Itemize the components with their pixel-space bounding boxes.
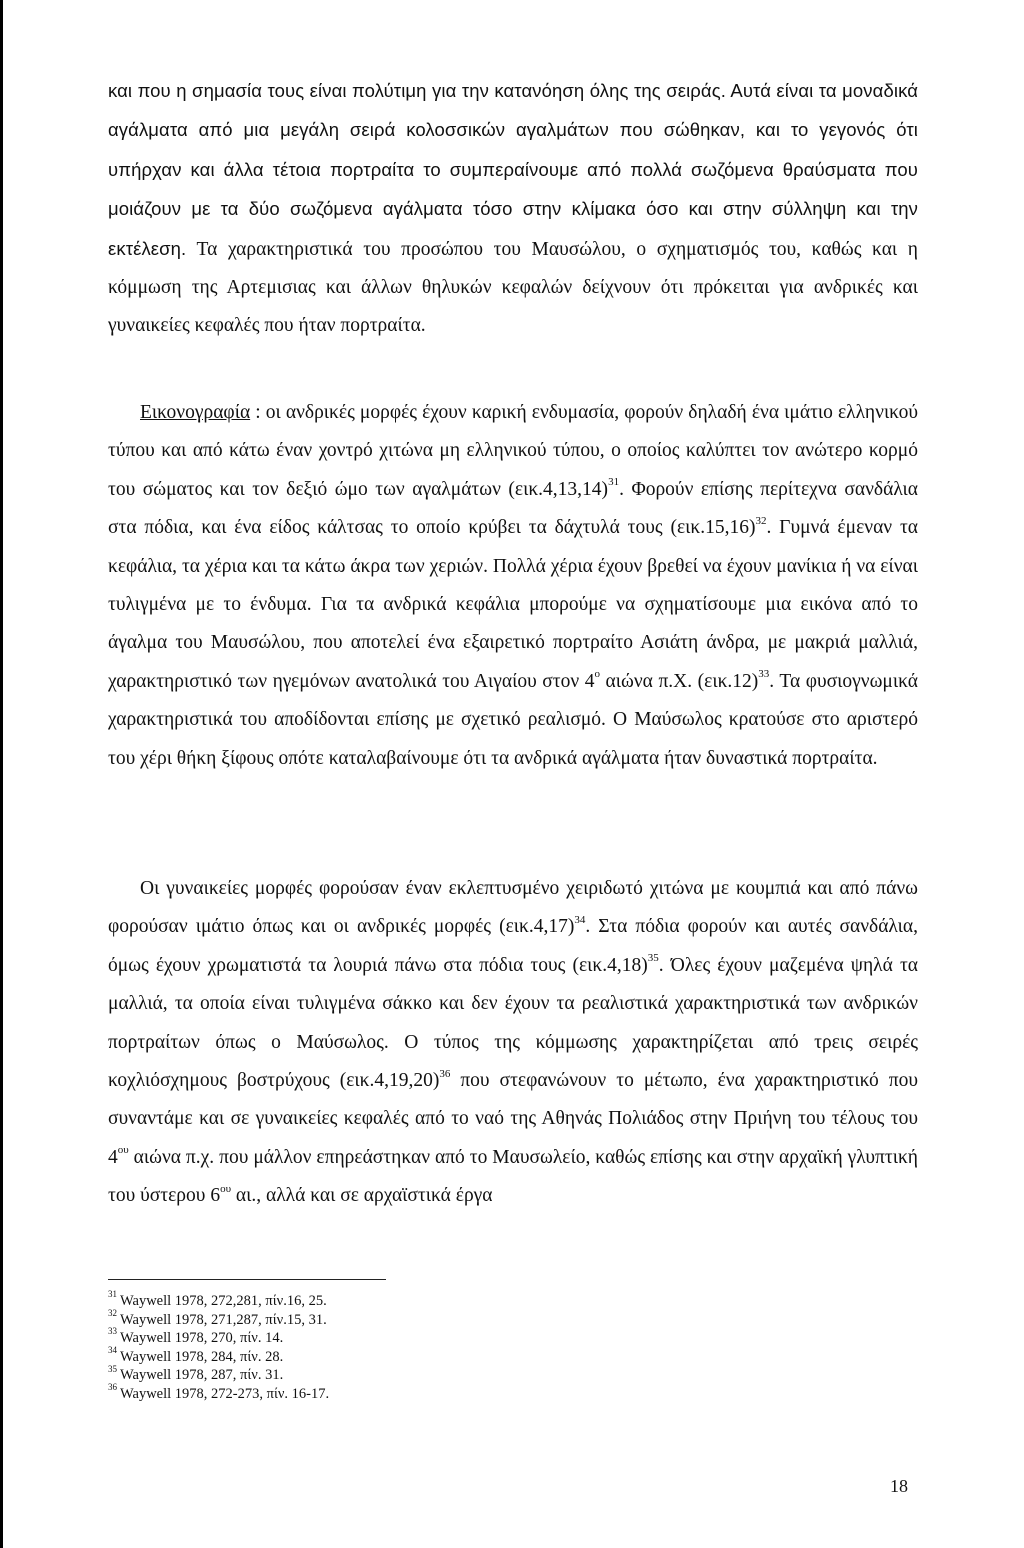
century-suffix: ο	[594, 668, 600, 681]
paragraph-2-text-d: αιώνα π.Χ. (εικ.12)	[600, 670, 759, 692]
footnote	[108, 1307, 708, 1330]
footnote-number: 32	[108, 1307, 117, 1318]
footnote	[108, 1382, 708, 1404]
scan-edge	[0, 0, 3, 1548]
paragraph-2-text-c: . Γυμνά έμεναν τα κεφάλια, τα χέρια και τα κάτω άκρα των χεριών. Πολλά χέρια έχουν βρεθεί να έχουν μανίκια ή να είναι τυλιγμένα με το ένδυμα. Για τα ανδρικά κεφάλια μπορούμε να σχηματίσουμε μια εικόνα από το άγαλμα του Μαυσώλου, που αποτελεί ένα εξαιρετικό πορτραίτο Ασιάτη άνδρα, με μακριά μαλλιά, χαρακτηριστικό των ηγεμόνων ανατολικά του Αιγαίου στον 4	[108, 517, 918, 692]
footnote-ref-31: 31	[608, 476, 620, 489]
footnote-separator	[108, 1279, 386, 1280]
footnote-number: 35	[108, 1363, 117, 1374]
iconography-heading: Εικονογραφία	[140, 402, 251, 423]
paragraph-1-text-a: και που η σημασία τους είναι πολύτιμη για την κατανόηση όλης της σειράς.	[108, 80, 726, 101]
footnote-number: 31	[108, 1289, 117, 1300]
paragraph-2-text-b: . Φορούν επίσης περίτεχνα σανδάλια στα πόδια, και ένα είδος κάλτσας το οποίο κρύβει τα δάχτυλά τους (εικ.15,16)	[108, 478, 919, 539]
footnotes-list	[108, 1289, 708, 1404]
paragraph-3-text-f: αι., αλλά και σε αρχαϊστικά έργα	[231, 1185, 493, 1207]
footnote-text: Waywell 1978, 284, πίν. 28.	[120, 1348, 284, 1365]
footnote	[108, 1344, 708, 1367]
paragraph-3-text-b: . Στα πόδια φορούν και αυτές σανδάλια, όμως έχουν χρωματιστά τα λουριά πάνω στα πόδια τους (εικ.4,18)	[108, 916, 918, 976]
paragraph-3-text-a: Οι γυναικείες μορφές φορούσαν έναν εκλεπτυσμένο χειριδωτό χιτώνα με κουμπιά και από πάνω φορούσαν ιμάτιο όπως και οι ανδρικές μορφές (εικ.4,17)	[108, 878, 918, 938]
footnote	[108, 1363, 708, 1385]
footnote-ref-32: 32	[755, 514, 767, 527]
paragraph-1-text-b: Αυτά είναι τα μοναδικά αγάλματα από μια μεγάλη σειρά κολοσσικών αγαλμάτων που σώθηκαν, και το γεγονός ότι υπήρχαν και άλλα τέτοια πορτραίτα το συμπεραίνουμε από πολλά σωζόμενα θραύσματα που μοιάζουν με τα δύο σωζόμενα αγάλματα τόσο στην κλίμακα όσο και στην σύλληψη και την εκτέλεση.	[108, 80, 918, 259]
footnote	[108, 1326, 708, 1348]
paragraph-1-text-c: Τα χαρακτηριστικά του προσώπου του Μαυσώλου, ο σχηματισμός του, καθώς και η κόμμωση της Αρτεμισιας και άλλων θηλυκών κεφαλών δείχνουν ότι πρόκειται για ανδρικές και γυναικείες κεφαλές που ήταν πορτραίτα.	[108, 238, 918, 337]
paragraph-2-text-a: : οι ανδρικές μορφές έχουν καρική ενδυμασία, φορούν δηλαδή ένα ιμάτιο ελληνικού τύπου και από κάτω έναν χοντρό χιτώνα μη ελληνικού τύπου, ο οποίος καλύπτει τον ανώτερο κορμό του σώματος και τον δεξιό ώμο των αγαλμάτων (εικ.4,13,14)	[108, 402, 918, 500]
century-suffix: ου	[220, 1182, 232, 1195]
paragraph-3-text-c: . Όλες έχουν μαζεμένα ψηλά τα μαλλιά, τα οποία είναι τυλιγμένα σάκκο και δεν έχουν τα ρεαλιστικά χαρακτηριστικά των ανδρικών πορτραίτων όπως ο Μαύσωλος. Ο τύπος της κόμμωσης χαρακτηρίζεται από τρεις σειρές κοχλιόσχημους βοστρύχους (εικ.4,19,20)	[108, 954, 919, 1092]
footnote-text: Waywell 1978, 287, πίν. 31.	[120, 1367, 284, 1384]
paragraph-3-text-e: αιώνα π.χ. που μάλλον επηρεάστηκαν από το Μαυσωλείο, καθώς επίσης και στην αρχαϊκή γλυπτική του ύστερου 6	[108, 1146, 918, 1207]
paragraph-2-text-e: . Τα φυσιογνωμικά χαρακτηριστικά του αποδίδονται επίσης με σχετικό ρεαλισμό. Ο Μαύσωλος κρατούσε στο αριστερό του χέρι θήκη ξίφους οπότε καταλαβαίνουμε ότι τα ανδρικά αγάλματα ήταν δυναστικά πορτραίτα.	[108, 670, 918, 769]
footnote-number: 36	[108, 1382, 117, 1393]
footnote-text: Waywell 1978, 272-273, πίν. 16-17.	[120, 1385, 330, 1402]
paragraph-3-text-d: που στεφανώνουν το μέτωπο, ένα χαρακτηριστικό που συναντάμε και σε γυναικείες κεφαλές από το ναό της Αθηνάς Πολιάδος στην Πριήνη του τέλους του 4	[108, 1070, 919, 1168]
footnote-text: Waywell 1978, 272,281, πίν.16, 25.	[120, 1293, 327, 1309]
footnote-number: 33	[108, 1326, 117, 1337]
footnote-ref-34: 34	[574, 913, 586, 926]
century-suffix: ου	[117, 1144, 129, 1157]
footnote-number: 34	[108, 1344, 117, 1355]
page-number: 18	[890, 1476, 908, 1496]
paragraph-2	[108, 394, 918, 778]
paragraph-3	[108, 870, 918, 1216]
paragraph-1	[108, 72, 918, 346]
footnote-ref-33: 33	[758, 668, 770, 681]
footnote-text: Waywell 1978, 271,287, πίν.15, 31.	[120, 1311, 327, 1328]
footnote-text: Waywell 1978, 270, πίν. 14.	[120, 1330, 284, 1347]
footnote-ref-35: 35	[647, 952, 659, 965]
footnote	[108, 1289, 708, 1311]
footnote-ref-36: 36	[439, 1067, 451, 1080]
